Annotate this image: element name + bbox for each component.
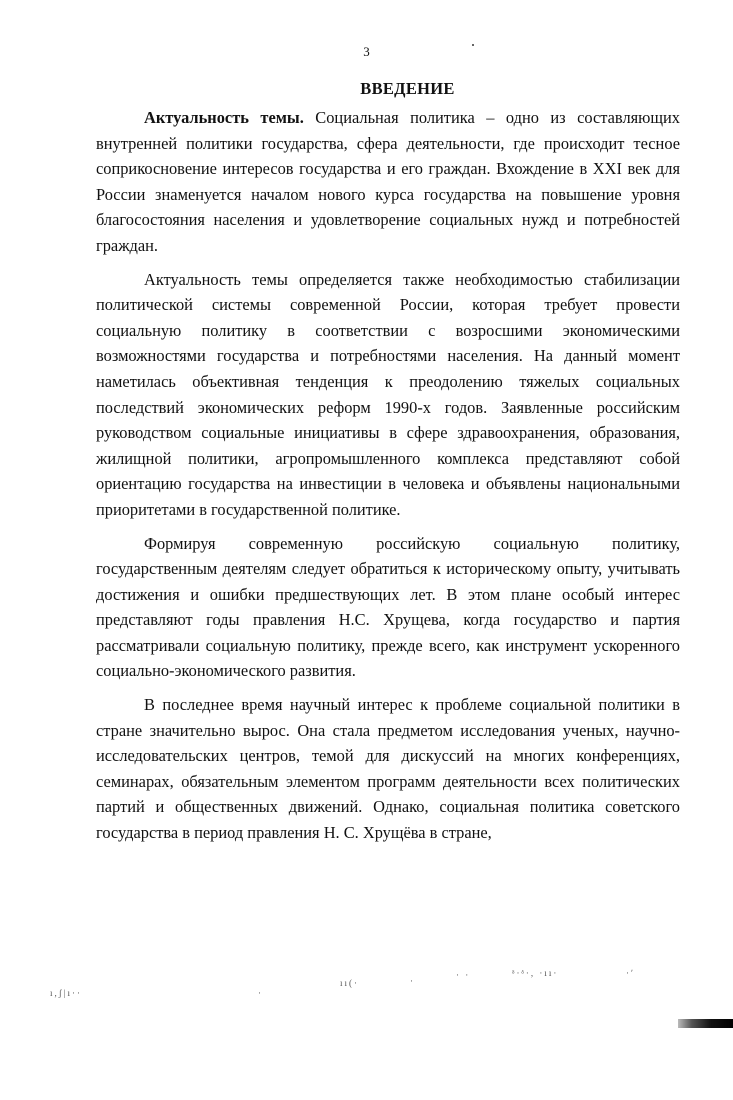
scan-edge-mark	[678, 1019, 733, 1028]
scan-artifact: ı,ʃ|ı··	[50, 988, 83, 998]
paragraph-4: В последнее время научный интерес к проблеме социальной политики в стране значительно вырос. Она стала предметом исследования ученых, научно-исследовательских центров, темой для дискуссий на многих конференциях, семинарах, обязательным элементом программ деятельности всех политических партий и общественных движений. Однако, социальная политика советского государства в период правления Н. С. Хрущёва в стране,	[96, 695, 680, 843]
paragraph-1-lead: Актуальность темы.	[144, 108, 304, 127]
section-heading: ВВЕДЕНИЕ	[360, 79, 455, 98]
paragraph-1-text: Социальная политика – одно из составляющих внутренней политики государства, сфера деятельности, где происходит тесное соприкосновение интересов государства и его граждан. Вхождение в XXI век для России знаменуется началом нового курса государства на повышение уровня благосостояния населения и удовлетворение социальных нужд и потребностей граждан.	[96, 108, 680, 255]
scan-artifact: · ·	[456, 970, 471, 980]
paragraph-3: Формируя современную российскую социальную политику, государственным деятелям следует обратиться к историческому опыту, учитывать достижения и ошибки предшествующих лет. В этом плане особый интерес представляют годы правления Н.С. Хрущева, когда государство и партия рассматривали социальную политику, прежде всего, как инструмент ускоренного социально-экономического развития.	[96, 533, 680, 681]
scan-artifact: ıı(·	[340, 978, 359, 988]
page-number: 3	[363, 44, 370, 59]
scan-artifact: ·ʹ	[626, 968, 635, 978]
scan-artifact: ·	[410, 976, 415, 986]
paragraph-2: Актуальность темы определяется также необходимостью стабилизации политической системы современной России, которая требует провести социальную политику в соответствии с возросшими экономическими возможностями государства и потребностями населения. На данный момент наметилась объективная тенденция к преодолению тяжелых социальных последствий экономических реформ 1990-х годов. Заявленные российским руководством социальные инициативы в сфере здравоохранения, образования, жилищной политики, агропромышленного комплекса представляют собой ориентацию государства на инвестиции в человека и объявлены национальными приоритетами в государственной политике.	[96, 269, 680, 519]
scan-artifact: ᵟ·ᵟ·, ·ıı·	[512, 968, 559, 978]
scan-artifact: ·	[258, 988, 263, 998]
paragraph-1	[96, 105, 680, 259]
body-text	[96, 105, 680, 846]
